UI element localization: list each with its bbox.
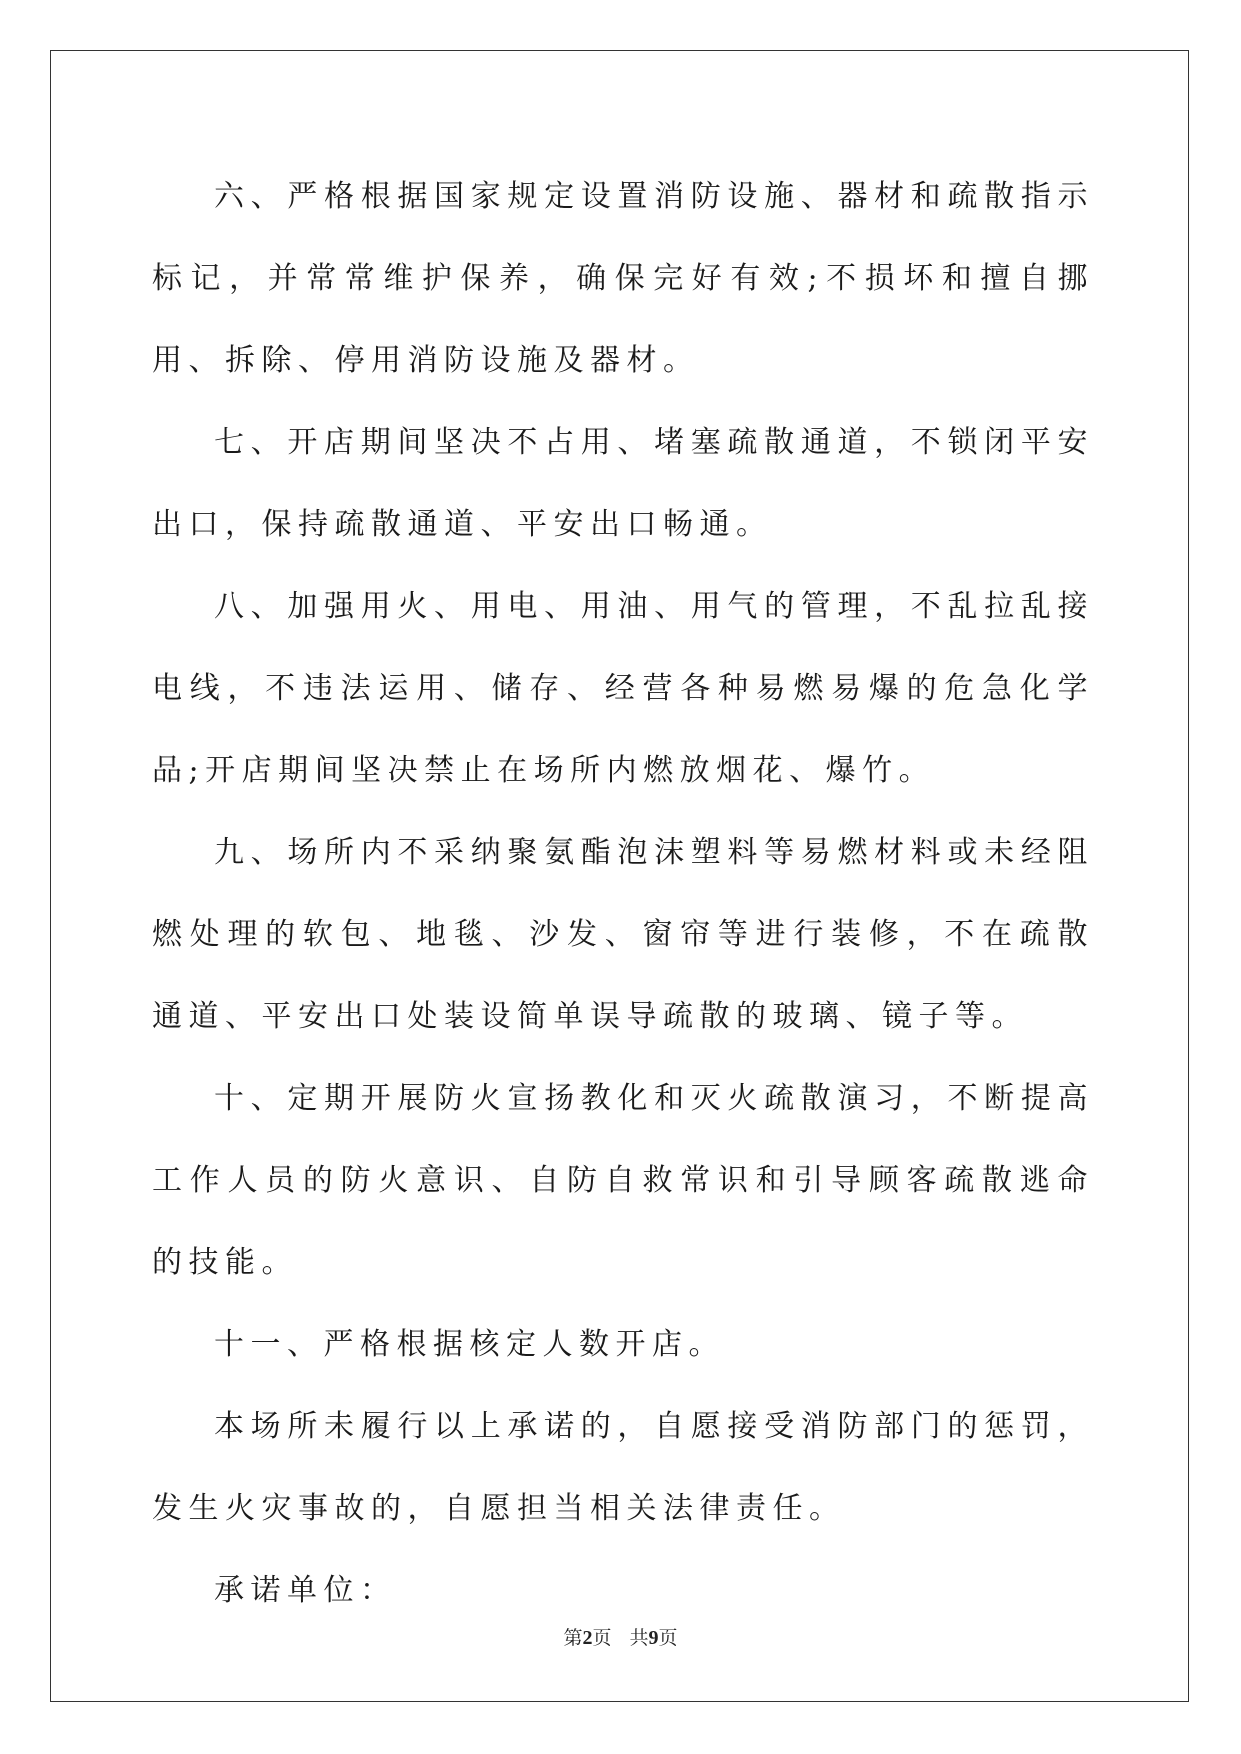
paragraph-item-9: 九、场所内不采纳聚氨酯泡沫塑料等易燃材料或未经阻燃处理的软包、地毯、沙发、窗帘等进行装修，不在疏散通道、平安出口处装设简单误导疏散的玻璃、镜子等。 (152, 835, 1094, 1034)
current-page-number: 2 (582, 1627, 593, 1649)
page-footer (0, 1623, 1241, 1650)
footer-total-suffix: 页 (658, 1627, 678, 1649)
footer-total-prefix: 共 (629, 1627, 649, 1649)
paragraph-signature-unit: 承诺单位： (214, 1573, 397, 1608)
document-body (152, 156, 1094, 1632)
total-page-number: 9 (648, 1627, 659, 1649)
paragraph-item-6: 六、严格根据国家规定设置消防设施、器材和疏散指示标记，并常常维护保养，确保完好有效;不损坏和擅自挪用、拆除、停用消防设施及器材。 (152, 179, 1094, 378)
paragraph-item-10: 十、定期开展防火宣扬教化和灭火疏散演习，不断提高工作人员的防火意识、自防自救常识和引导顾客疏散逃命的技能。 (152, 1081, 1094, 1280)
footer-page-suffix: 页 (592, 1627, 612, 1649)
footer-prefix: 第 (563, 1627, 583, 1649)
paragraph-item-8: 八、加强用火、用电、用油、用气的管理，不乱拉乱接电线，不违法运用、储存、经营各种易燃易爆的危急化学品;开店期间坚决禁止在场所内燃放烟花、爆竹。 (152, 589, 1094, 788)
paragraph-item-11: 十一、严格根据核定人数开店。 (214, 1327, 725, 1362)
paragraph-liability: 本场所未履行以上承诺的，自愿接受消防部门的惩罚，发生火灾事故的，自愿担当相关法律责任。 (152, 1409, 1094, 1526)
paragraph-item-7: 七、开店期间坚决不占用、堵塞疏散通道，不锁闭平安出口，保持疏散通道、平安出口畅通。 (152, 425, 1094, 542)
